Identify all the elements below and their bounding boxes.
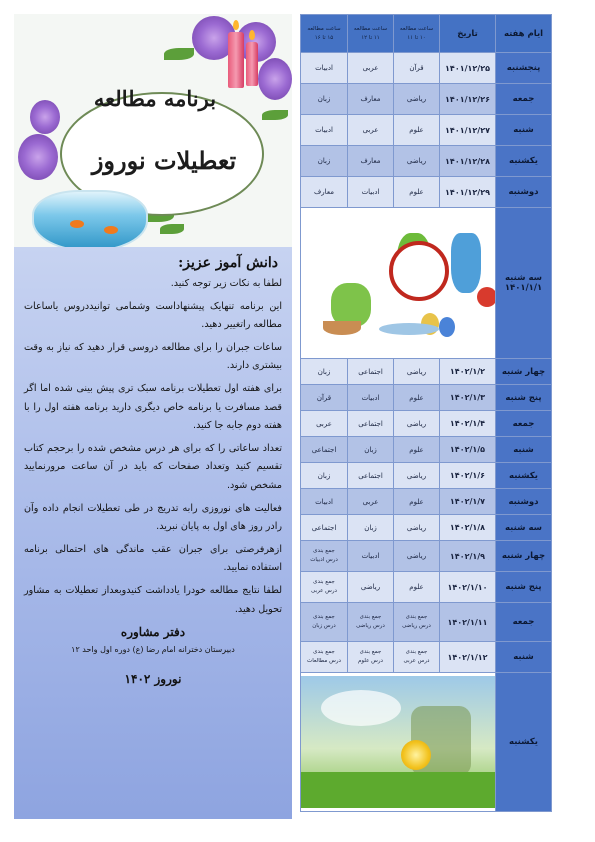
row-date: ۱۴۰۲/۱/۵: [440, 437, 496, 463]
row-date: ۱۴۰۲/۱/۴: [440, 411, 496, 437]
row-day: پنج شنبه: [496, 385, 552, 411]
row-date: ۱۴۰۲/۱/۱۲: [440, 642, 496, 673]
header-date: تاریخ: [440, 15, 496, 53]
table-row: [301, 515, 552, 541]
goldfish-icon: [70, 220, 84, 228]
row-date: ۱۴۰۲/۱/۱۱: [440, 603, 496, 642]
egg-icon: [439, 317, 455, 337]
row-subject: ادبیات: [348, 541, 394, 572]
letter-paragraph: برای هفته اول تعطیلات برنامه سبک تری پیش بینی شده اما اگر قصد مسافرت یا برنامه خاص دیگری دارید برنامه هفته اول را با هفته دوم جابه جا کنید.: [24, 382, 282, 432]
table-row: [301, 53, 552, 84]
row-subject: علوم: [394, 115, 440, 146]
row-day: پنجشنبه: [496, 53, 552, 84]
row-subject: زبان: [301, 146, 348, 177]
counseling-office: دفتر مشاوره: [120, 625, 186, 640]
flower-icon: [401, 740, 431, 770]
row-subject: ادبیات: [301, 115, 348, 146]
plate-icon: [379, 323, 439, 335]
row-subject: علوم: [394, 437, 440, 463]
row-subject: ادبیات: [348, 385, 394, 411]
row-day: چهار شنبه: [496, 359, 552, 385]
row-subject: زبان: [348, 515, 394, 541]
row-subject: ادبیات: [301, 489, 348, 515]
row-date: ۱۴۰۱/۱۲/۲۵: [440, 53, 496, 84]
table-row: [301, 642, 552, 673]
row-day: شنبه: [496, 115, 552, 146]
row-subject: معارف: [348, 84, 394, 115]
row-subject: ریاضی: [394, 463, 440, 489]
row-day: جمعه: [496, 84, 552, 115]
row-subject: معارف: [348, 146, 394, 177]
candle-icon: [246, 42, 258, 86]
row-subject: علوم: [394, 489, 440, 515]
letter-paragraph: لطفا به نکات زیر توجه کنید.: [170, 278, 282, 289]
row-subject-review: جمع بندی درس مطالعات: [301, 642, 348, 673]
leaf-icon: [160, 224, 184, 234]
row-subject: قرآن: [301, 385, 348, 411]
row-day: سه شنبه ۱۴۰۱/۱/۱: [496, 208, 552, 359]
row-subject: اجتماعی: [348, 463, 394, 489]
row-subject: زبان: [348, 437, 394, 463]
letter-paragraph: ساعات جبران را برای مطالعه دروسی قرار دهید که نیاز به وقت بیشتری دارند.: [24, 341, 282, 372]
bowl-icon: [323, 321, 361, 335]
table-row: [301, 541, 552, 572]
leaf-icon: [262, 110, 288, 120]
table-row: [301, 385, 552, 411]
row-date: ۱۴۰۲/۱/۷: [440, 489, 496, 515]
row-subject: ادبیات: [301, 53, 348, 84]
table-row: [301, 489, 552, 515]
row-subject: ریاضی: [394, 84, 440, 115]
row-date: ۱۴۰۲/۱/۶: [440, 463, 496, 489]
row-subject: ریاضی: [394, 146, 440, 177]
row-day: جمعه: [496, 411, 552, 437]
flame-icon: [233, 20, 239, 30]
row-date: ۱۴۰۱/۱۲/۲۷: [440, 115, 496, 146]
cloud-icon: [321, 690, 401, 726]
row-subject: ریاضی: [394, 411, 440, 437]
row-day: یکشنبه: [496, 463, 552, 489]
row-subject-review: جمع بندی درس ادبیات: [301, 541, 348, 572]
row-day: دوشنبه: [496, 489, 552, 515]
row-subject: اجتماعی: [348, 411, 394, 437]
header-slot3: ساعت مطالعه ۱۵ تا ۱۶: [301, 15, 348, 53]
haft-sin-illustration: [301, 208, 496, 359]
letter-paragraph: این برنامه تنهایک پیشنهاداست وشمامی توانیددروس یاساعات مطالعه راتغییر دهید.: [24, 300, 282, 331]
table-row-last: [301, 673, 552, 812]
letter-paragraph: ازهرفرصتی برای جبران عقب ماندگی های احتمالی برنامه استفاده نمایید.: [24, 543, 282, 574]
row-subject: اجتماعی: [348, 359, 394, 385]
row-subject: معارف: [301, 177, 348, 208]
candle-icon: [228, 32, 244, 88]
row-day: شنبه: [496, 642, 552, 673]
row-subject: اجتماعی: [301, 515, 348, 541]
spring-scene: [301, 676, 495, 808]
hyacinth-icon: [18, 134, 58, 180]
row-day: چهار شنبه: [496, 541, 552, 572]
row-day: پنج شنبه: [496, 572, 552, 603]
spring-illustration: [301, 673, 496, 812]
fishbowl-icon: [32, 190, 148, 247]
clock-icon: [389, 241, 449, 301]
advice-letter: [14, 247, 292, 819]
letter-paragraph: فعالیت های نوروزی رابه تدریج در طی تعطیلات انجام داده وآن رادر روز های اول به پایان نبرید.: [24, 502, 282, 533]
row-subject: ریاضی: [394, 541, 440, 572]
row-subject: اجتماعی: [301, 437, 348, 463]
row-date: ۱۴۰۲/۱/۹: [440, 541, 496, 572]
table-row: [301, 411, 552, 437]
row-subject: علوم: [394, 177, 440, 208]
row-subject-review: جمع بندی درس علوم: [348, 642, 394, 673]
row-day: دوشنبه: [496, 177, 552, 208]
row-subject: عربی: [348, 489, 394, 515]
table-row: [301, 603, 552, 642]
row-subject: علوم: [394, 385, 440, 411]
header-slot1: ساعت مطالعه ۱۰ تا ۱۱: [394, 15, 440, 53]
letter-greeting: دانش آموز عزیز:: [178, 255, 278, 271]
apple-icon: [477, 287, 495, 307]
row-date: ۱۴۰۱/۱۲/۲۹: [440, 177, 496, 208]
row-subject: قرآن: [394, 53, 440, 84]
goldfish-icon: [104, 226, 118, 234]
row-date: ۱۴۰۲/۱/۲: [440, 359, 496, 385]
row-date: ۱۴۰۲/۱/۸: [440, 515, 496, 541]
row-subject-review: جمع بندی درس زبان: [301, 603, 348, 642]
leaf-icon: [164, 48, 194, 60]
row-subject: زبان: [301, 359, 348, 385]
hero-title-line2: تعطیلات نوروز: [91, 146, 237, 175]
row-subject: عربی: [301, 411, 348, 437]
table-row: [301, 115, 552, 146]
school-signature: دبیرستان دخترانه امام رضا (ع) دوره اول واحد ۱۲: [71, 645, 235, 655]
row-day: شنبه: [496, 437, 552, 463]
row-subject-review: جمع بندی درس ریاضی: [348, 603, 394, 642]
row-date: ۱۴۰۱/۱۲/۲۶: [440, 84, 496, 115]
vase-icon: [451, 233, 481, 293]
row-day: یکشنبه: [496, 146, 552, 177]
letter-paragraph: تعداد ساعاتی را که برای هر درس مشخص شده را برحجم کتاب تقسیم کنید وتعداد صفحات که باید در آن ساعت مرورنمایید مشخص شود.: [24, 442, 282, 491]
row-subject: زبان: [301, 463, 348, 489]
study-schedule-table: [300, 14, 552, 812]
row-subject: عربی: [348, 115, 394, 146]
hero-title-line1: برنامه مطالعه: [93, 86, 217, 111]
header-slot2: ساعت مطالعه ۱۱ تا ۱۲: [348, 15, 394, 53]
table-header-row: [301, 15, 552, 53]
row-day: یکشنبه: [496, 673, 552, 812]
row-subject: عربی: [348, 53, 394, 84]
row-subject: زبان: [301, 84, 348, 115]
hero-illustration: [14, 14, 292, 247]
table-row-nowruz: [301, 208, 552, 359]
row-subject-review: جمع بندی درس ریاضی: [394, 603, 440, 642]
flame-icon: [249, 30, 255, 40]
row-date: ۱۴۰۱/۱۲/۲۸: [440, 146, 496, 177]
table-row: [301, 437, 552, 463]
grass-icon: [301, 772, 495, 808]
table-row: [301, 146, 552, 177]
table-row: [301, 177, 552, 208]
haft-sin-scene: [301, 213, 495, 353]
row-day: جمعه: [496, 603, 552, 642]
row-subject: ریاضی: [394, 515, 440, 541]
table-row: [301, 463, 552, 489]
row-subject-review: جمع بندی درس عربی: [394, 642, 440, 673]
row-subject: علوم: [394, 572, 440, 603]
hyacinth-icon: [258, 58, 292, 100]
row-date: ۱۴۰۲/۱/۱۰: [440, 572, 496, 603]
row-day: سه شنبه: [496, 515, 552, 541]
row-subject: ادبیات: [348, 177, 394, 208]
table-row: [301, 359, 552, 385]
row-subject: ریاضی: [348, 572, 394, 603]
hyacinth-icon: [30, 100, 60, 134]
row-date: ۱۴۰۲/۱/۳: [440, 385, 496, 411]
header-day: ایام هفته: [496, 15, 552, 53]
row-subject-review: جمع بندی درس عربی: [301, 572, 348, 603]
row-subject: ریاضی: [394, 359, 440, 385]
table-row: [301, 572, 552, 603]
left-panel: [14, 14, 292, 819]
nowruz-year: نوروز ۱۴۰۲: [124, 672, 182, 687]
table-row: [301, 84, 552, 115]
letter-paragraph: لطفا نتایج مطالعه خودرا یادداشت کنیدوبعداز تعطیلات به مشاور تحویل دهید.: [24, 584, 282, 615]
